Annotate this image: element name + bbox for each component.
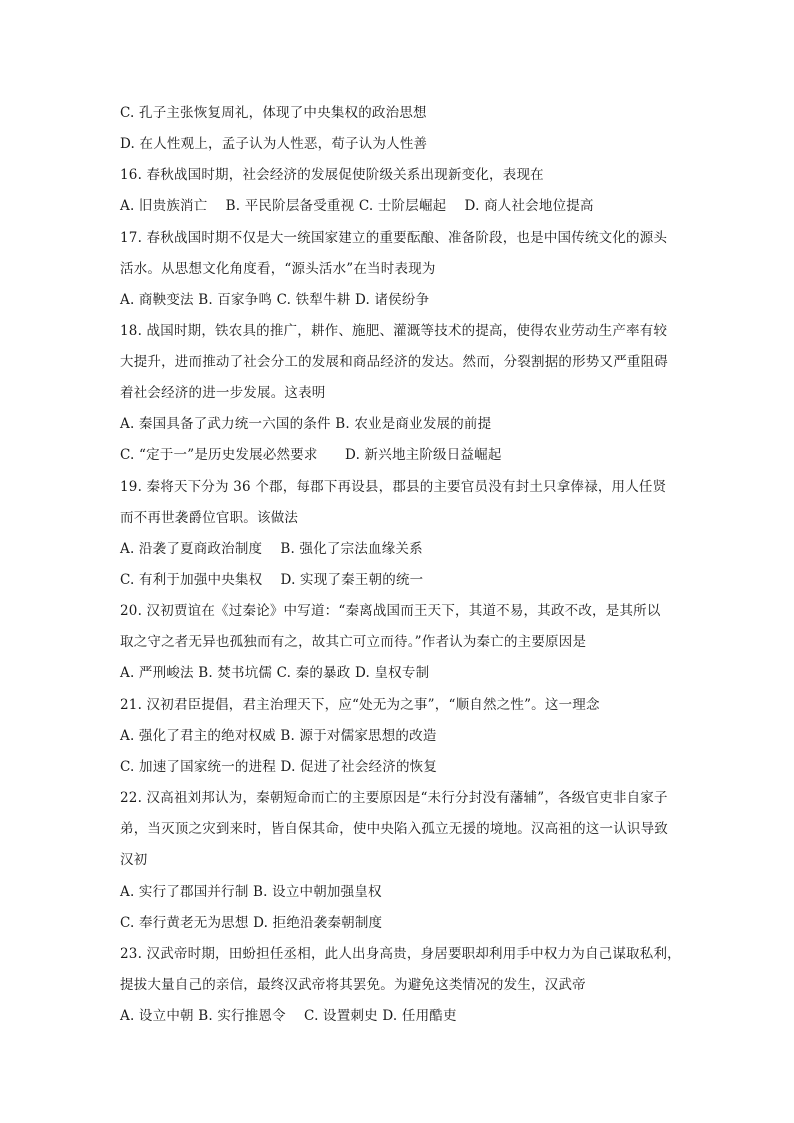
question-line: 22. 汉高祖刘邦认为，秦朝短命而亡的主要原因是“未行分封没有藩辅”，各级官吏非自家子 <box>120 790 668 806</box>
option-line: A. 强化了君主的绝对权威 B. 源于对儒家思想的改造 <box>120 728 437 744</box>
question-line: 16. 春秋战国时期，社会经济的发展促使阶级关系出现新变化，表现在 <box>120 167 544 183</box>
question-line: 18. 战国时期，铁农具的推广，耕作、施肥、灌溉等技术的提高，使得农业劳动生产率有较 <box>120 323 668 339</box>
question-line: 汉初 <box>120 852 148 868</box>
option-line: C. 孔子主张恢复周礼，体现了中央集权的政治思想 <box>120 105 427 121</box>
option-line: D. 在人性观上，孟子认为人性恶，荀子认为人性善 <box>120 136 428 152</box>
question-line: 提拔大量自己的亲信，最终汉武帝将其罢免。为避免这类情况的发生，汉武帝 <box>120 977 586 993</box>
question-line: 23. 汉武帝时期，田蚡担任丞相，此人出身高贵，身居要职却利用手中权力为自己谋取私利， <box>120 946 681 962</box>
question-line: 而不再世袭爵位官职。该做法 <box>120 510 299 526</box>
question-line: 取之守之者无异也孤独而有之，故其亡可立而待。”作者认为秦亡的主要原因是 <box>120 634 587 650</box>
option-line: A. 旧贵族消亡 B. 平民阶层备受重视 C. 士阶层崛起 D. 商人社会地位提高 <box>120 198 594 214</box>
option-line: A. 商鞅变法 B. 百家争鸣 C. 铁犁牛耕 D. 诸侯纷争 <box>120 292 430 308</box>
option-line: C. 奉行黄老无为思想 D. 拒绝沿袭秦朝制度 <box>120 915 383 931</box>
option-line: A. 实行了郡国并行制 B. 设立中朝加强皇权 <box>120 884 382 900</box>
option-line: A. 秦国具备了武力统一六国的条件 B. 农业是商业发展的前提 <box>120 416 492 432</box>
question-line: 17. 春秋战国时期不仅是大一统国家建立的重要酝酿、准备阶段，也是中国传统文化的源头 <box>120 230 668 246</box>
option-line: C. “定于一”是历史发展必然要求 D. 新兴地主阶级日益崛起 <box>120 447 502 463</box>
question-line: 弟，当灭顶之灾到来时，皆自保其命，使中央陷入孤立无援的境地。汉高祖的这一认识导致 <box>120 821 668 837</box>
option-line: A. 沿袭了夏商政治制度 B. 强化了宗法血缘关系 <box>120 541 423 557</box>
option-line: C. 加速了国家统一的进程 D. 促进了社会经济的恢复 <box>120 759 438 775</box>
question-line: 20. 汉初贾谊在《过秦论》中写道：“秦离战国而王天下，其道不易，其政不改，是其所以 <box>120 603 661 619</box>
question-line: 活水。从思想文化角度看，“源头活水”在当时表现为 <box>120 261 436 277</box>
question-line: 21. 汉初君臣提倡，君主治理天下，应“处无为之事”，“顺自然之性”。这一理念 <box>120 697 600 713</box>
option-line: A. 严刑峻法 B. 焚书坑儒 C. 秦的暴政 D. 皇权专制 <box>120 665 430 681</box>
question-line: 大提升，进而推动了社会分工的发展和商品经济的发达。然而，分裂割据的形势又严重阻碍 <box>120 354 668 370</box>
option-line: A. 设立中朝 B. 实行推恩令 C. 设置刺史 D. 任用酷吏 <box>120 1008 457 1024</box>
option-line: C. 有利于加强中央集权 D. 实现了秦王朝的统一 <box>120 572 424 588</box>
question-line: 着社会经济的进一步发展。这表明 <box>120 385 326 401</box>
question-line: 19. 秦将天下分为 36 个郡，每郡下再设县，郡县的主要官员没有封土只拿俸禄，用人任贤 <box>120 479 667 495</box>
